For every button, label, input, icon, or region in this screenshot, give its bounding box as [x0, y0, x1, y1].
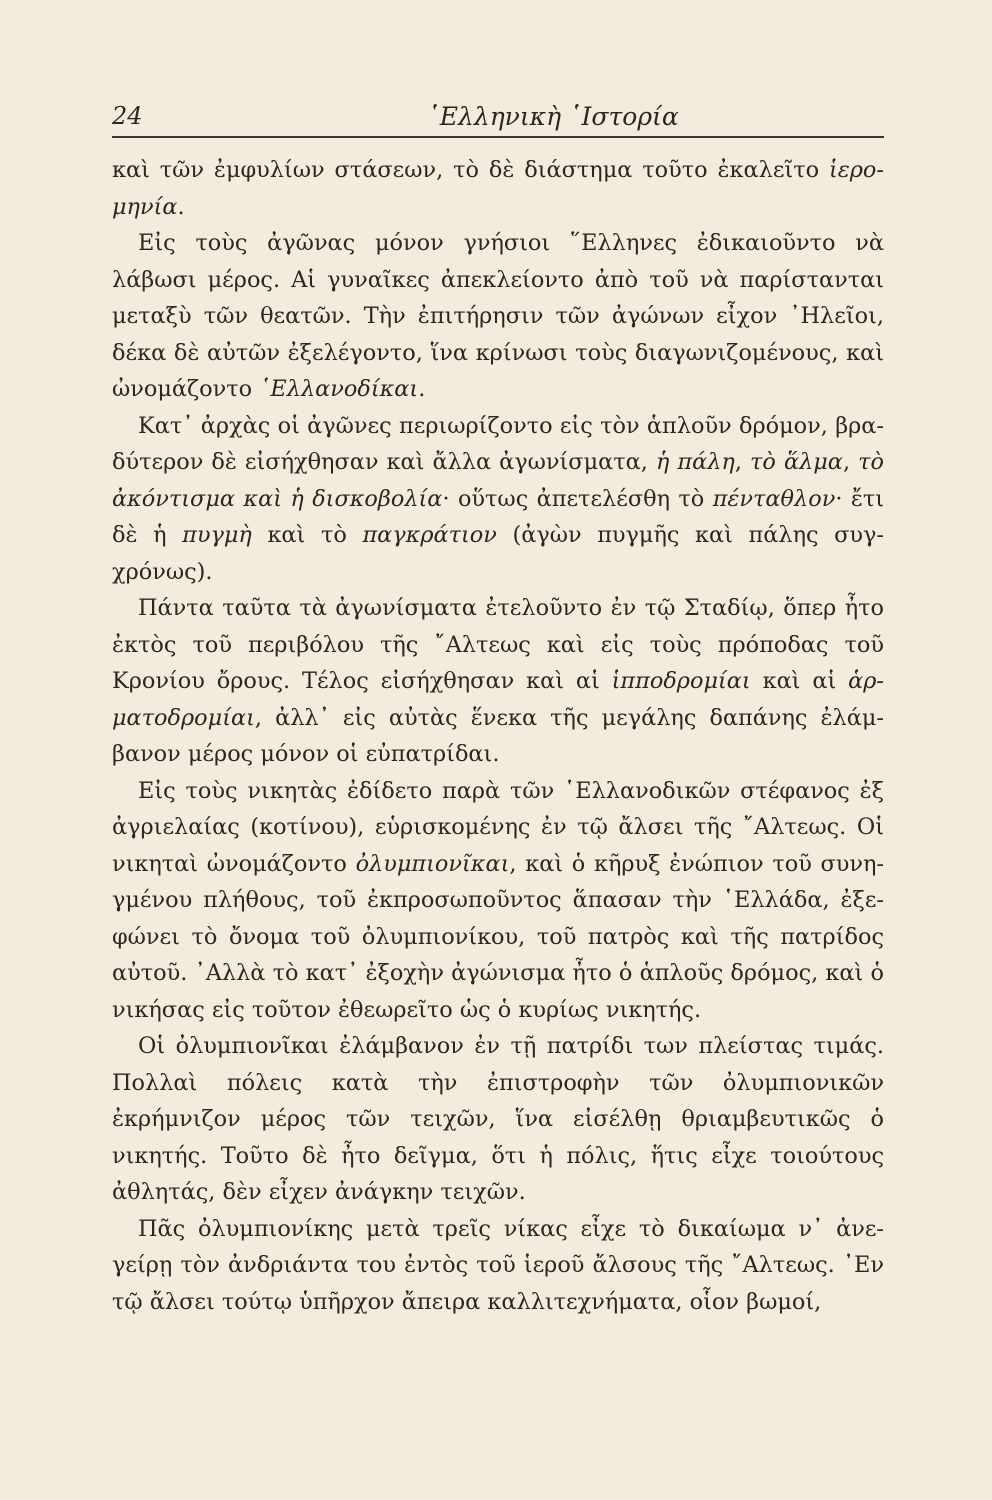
- text-run: Οἱ ὀλυμπιονῖκαι ἐλάμβανον ἐν τῇ πατρίδι των πλείστας τιμάς. Πολλαὶ πόλεις κατὰ τὴν ἐπιστροφὴν τῶν ὀλυμπιονικῶν ἐκρήμνιζον μέρος τῶν τειχῶν, ἵνα εἰσέλθῃ θριαμβευτικῶς ὁ νικητής. Τοῦτο δὲ ἦτο δεῖγμα, ὅτι ἡ πόλις, ἥτις εἶχε τοιούτους ἀθλητάς, δὲν εἶχεν ἀνάγκην τειχῶν.: [112, 1033, 884, 1205]
- text-run: · οὕτως ἀπετελέσθη τὸ: [442, 485, 713, 512]
- italic-term: τὸ ἅλμα: [750, 449, 843, 475]
- text-run: ,: [842, 449, 859, 475]
- text-run: Εἰς τοὺς ἀγῶνας μόνον γνήσιοι ῞Ελληνες ἐδικαιοῦντο νὰ λάβωσι μέρος. Αἱ γυναῖκες ἀπεκλείοντο ἀπὸ τοῦ νὰ παρίστανται μεταξὺ τῶν θεατῶν. Τὴν ἐπιτήρησιν τῶν ἀγώνων εἶχον ᾿Ηλεῖοι, δέκα δὲ αὐτῶν ἐξελέγοντο, ἵνα κρίνωσι τοὺς διαγωνιζομένους, καὶ ὠνομάζοντο: [112, 230, 884, 402]
- paragraph: [112, 152, 884, 225]
- text-run: Εἰς τοὺς νικητὰς ἐδίδετο παρὰ τῶν ῾Ελλανοδικῶν στέφανος ἐξ ἀγριελαίας (κοτίνου), εὑρισκομένης ἐν τῷ ἄλσει τῆς ῎Αλτεως. Οἱ νικηταὶ ὠνομάζοντο: [112, 777, 884, 877]
- text-run: (ἀγὼν πυγμῆς καὶ πάλης συγχρόνως).: [112, 522, 884, 585]
- text-run: Πᾶς ὀλυμπιονίκης μετὰ τρεῖς νίκας εἶχε τὸ δικαίωμα ν᾿ ἀνεγείρῃ τὸν ἀνδριάντα του ἐντὸς τοῦ ἱεροῦ ἄλσους τῆς ῎Αλτεως. ᾿Εν τῷ ἄλσει τούτῳ ὑπῆρχον ἄπειρα καλλιτεχνήματα, οἷον βωμοί,: [112, 1215, 884, 1315]
- text-run: καὶ τῶν ἐμφυλίων στάσεων, τὸ δὲ διάστημα τοῦτο ἐκαλεῖτο: [112, 157, 829, 183]
- text-run: Πάντα ταῦτα τὰ ἀγωνίσματα ἐτελοῦντο ἐν τῷ Σταδίῳ, ὅπερ ἦτο ἐκτὸς τοῦ περιβόλου τῆς ῎Αλτεως καὶ εἰς τοὺς πρόποδας τοῦ Κρονίου ὄρους. Τέλος εἰσήχθησαν καὶ αἱ: [112, 595, 884, 694]
- text-run: ,: [734, 449, 751, 475]
- page-header: [112, 96, 884, 138]
- text-run: καὶ τὸ: [251, 522, 363, 548]
- italic-term: ῾Ελλανοδίκαι: [259, 376, 419, 402]
- paragraph: [112, 225, 884, 408]
- body-text: [112, 152, 884, 1320]
- text-run: , καὶ ὁ κῆρυξ ἐνώπιον τοῦ συνηγμένου πλήθους, τοῦ ἐκπροσωποῦντος ἅπασαν τὴν ῾Ελλάδα, ἐξεφώνει τὸ ὄνομα τοῦ ὀλυμπιονίκου, τοῦ πατρὸς καὶ τῆς πατρίδος αὐτοῦ. ᾿Αλλὰ τὸ κατ᾿ ἐξοχὴν ἀγώνισμα ἦτο ὁ ἁπλοῦς δρόμος, καὶ ὁ νικήσας εἰς τοῦτον ἐθεωρεῖτο ὡς ὁ κυρίως νικητής.: [112, 850, 884, 1023]
- text-run: καὶ αἱ: [750, 668, 849, 694]
- italic-term: παγκράτιον: [362, 522, 497, 548]
- paragraph: [112, 773, 884, 1029]
- italic-term: ἱερομηνία: [112, 157, 884, 220]
- text-run: , ἀλλ᾿ εἰς αὐτὰς ἕνεκα τῆς μεγάλης δαπάνης ἐλάμβανον μέρος μόνον οἱ εὐπατρίδαι.: [112, 704, 884, 767]
- page-number: 24: [112, 102, 143, 130]
- text-run: · ἔτι δὲ ἡ: [112, 485, 885, 548]
- italic-term: ἁρματοδρομίαι: [112, 668, 884, 731]
- italic-term: ἱπποδρομίαι: [611, 668, 751, 694]
- italic-term: πένταθλον: [712, 485, 836, 512]
- text-run: .: [418, 376, 426, 402]
- paragraph: [112, 1028, 884, 1211]
- text-run: Κατ᾿ ἀρχὰς οἱ ἀγῶνες περιωρίζοντο εἰς τὸν ἁπλοῦν δρόμον, βραδύτερον δὲ εἰσήχθησαν καὶ ἄλλα ἀγωνίσματα,: [112, 412, 884, 475]
- italic-term: πυγμὴ: [182, 522, 252, 548]
- italic-term: ἡ πάλη: [655, 449, 735, 475]
- italic-term: τὸ ἀκόντισμα καὶ ἡ δισκοβολία: [112, 449, 884, 512]
- italic-term: ὀλυμπιονῖκαι: [355, 850, 510, 877]
- running-title: ῾Ελληνικὴ ῾Ιστορία: [427, 102, 679, 131]
- paragraph: [112, 1211, 884, 1321]
- paragraph: [112, 408, 884, 591]
- text-run: .: [177, 193, 185, 220]
- paragraph: [112, 590, 884, 773]
